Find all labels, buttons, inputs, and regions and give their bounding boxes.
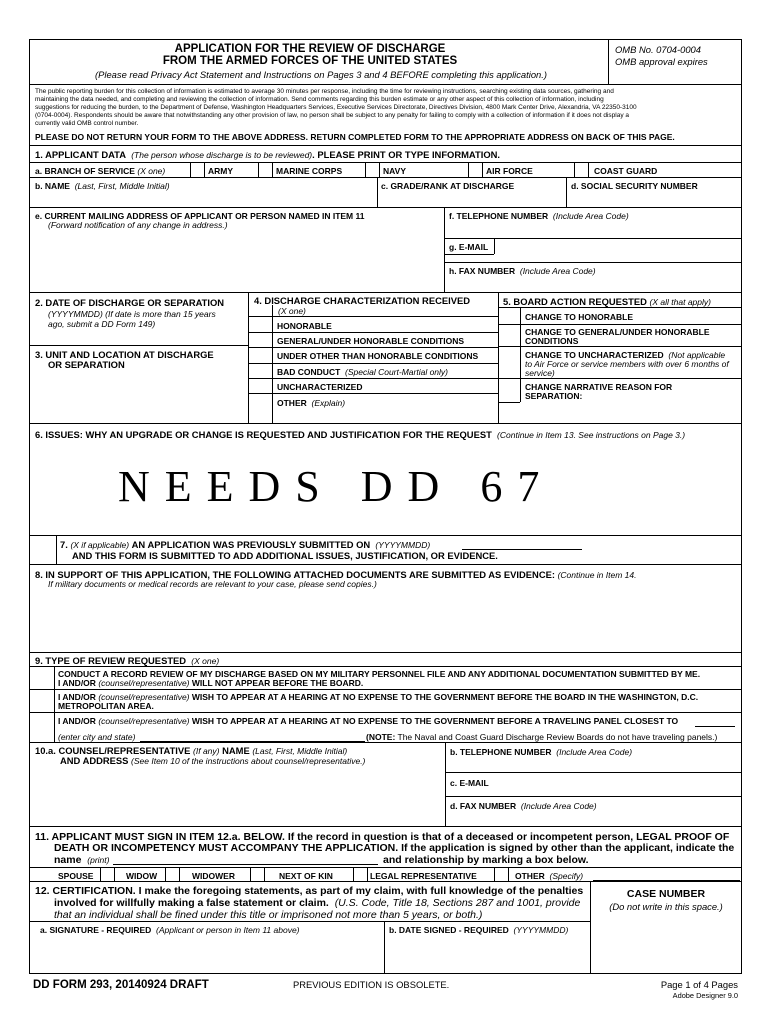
signature-label: a. SIGNATURE - REQUIRED (Applicant or person in Item 11 above) bbox=[40, 925, 300, 935]
burden-line1: The public reporting burden for this collection of information is estimated to average 30 minutes per response, including the time for reviewing instructions, searching existing data sources, gathering and bbox=[35, 88, 614, 95]
char-other[interactable]: OTHER (Explain) bbox=[277, 398, 346, 408]
char-other-than-honorable[interactable]: UNDER OTHER THAN HONORABLE CONDITIONS bbox=[277, 351, 479, 361]
ssn-label: d. SOCIAL SECURITY NUMBER bbox=[571, 181, 698, 191]
review-dc-hearing-line2: METROPOLITAN AREA. bbox=[58, 701, 154, 711]
relation-widow[interactable]: WIDOW bbox=[126, 871, 158, 881]
grade-label: c. GRADE/RANK AT DISCHARGE bbox=[381, 181, 515, 191]
action-change-honorable[interactable]: CHANGE TO HONORABLE bbox=[525, 312, 633, 322]
action-narrative-2: SEPARATION: bbox=[525, 391, 583, 401]
section10-address: AND ADDRESS (See Item 10 of the instructions about counsel/representative.) bbox=[60, 755, 366, 766]
issues-text[interactable]: N E E D S D D 6 7 bbox=[118, 462, 542, 511]
burden-line5: currently valid OMB control number. bbox=[35, 120, 139, 127]
fax-label: h. FAX NUMBER (Include Area Code) bbox=[449, 266, 596, 276]
char-honorable[interactable]: HONORABLE bbox=[277, 321, 332, 331]
char-bad-conduct[interactable]: BAD CONDUCT (Special Court-Martial only) bbox=[277, 367, 448, 377]
omb-expires: OMB approval expires bbox=[615, 56, 708, 67]
relation-other[interactable]: OTHER (Specify) bbox=[515, 871, 584, 881]
section12-line1: 12. CERTIFICATION. I make the foregoing statements, as part of my claim, with full knowledge of the penalties bbox=[35, 885, 584, 897]
address-label: e. CURRENT MAILING ADDRESS OF APPLICANT OR PERSON NAMED IN ITEM 11 bbox=[35, 211, 365, 221]
branch-label: a. BRANCH OF SERVICE (X one) bbox=[35, 166, 166, 176]
obsolete-note: PREVIOUS EDITION IS OBSOLETE. bbox=[293, 979, 450, 990]
case-number-note: (Do not write in this space.) bbox=[609, 901, 723, 912]
section11-relation: and relationship by marking a box below. bbox=[383, 854, 589, 866]
action-change-general-2: CONDITIONS bbox=[525, 336, 579, 346]
action-change-general-1[interactable]: CHANGE TO GENERAL/UNDER HONORABLE bbox=[525, 327, 710, 337]
relation-widower[interactable]: WIDOWER bbox=[192, 871, 235, 881]
section8-note: If military documents or medical records are relevant to your case, please send copies.) bbox=[48, 579, 377, 589]
omb-number: OMB No. 0704-0004 bbox=[615, 44, 701, 55]
action-uncharacterized-note3: service) bbox=[525, 368, 555, 378]
relation-spouse[interactable]: SPOUSE bbox=[58, 871, 94, 881]
case-number-title: CASE NUMBER bbox=[626, 888, 706, 900]
section12-line3: that an individual shall be fined under this title or imprisoned not more than 5 years, or both.) bbox=[54, 909, 483, 921]
branch-navy[interactable]: NAVY bbox=[383, 166, 406, 176]
section7-line1: 7. (X if applicable) AN APPLICATION WAS PREVIOUSLY SUBMITTED ON (YYYYMMDD) bbox=[60, 539, 431, 550]
action-change-uncharacterized[interactable]: CHANGE TO UNCHARACTERIZED (Not applicable bbox=[525, 350, 726, 360]
address-field[interactable] bbox=[30, 231, 443, 291]
review-record-line2: I AND/OR (counsel/representative) WILL NOT APPEAR BEFORE THE BOARD. bbox=[58, 678, 364, 688]
section1-title: 1. APPLICANT DATA (The person whose discharge is to be reviewed). PLEASE PRINT OR TYPE INFORMATION. bbox=[35, 149, 500, 160]
signer-name-field[interactable] bbox=[113, 864, 378, 865]
address-note: (Forward notification of any change in address.) bbox=[48, 220, 228, 230]
section8-title: 8. IN SUPPORT OF THIS APPLICATION, THE FOLLOWING ATTACHED DOCUMENTS ARE SUBMITTED AS EVIDENCE: (Continue in Item 14. bbox=[35, 569, 637, 580]
section11-line1: 11. APPLICANT MUST SIGN IN ITEM 12.a. BELOW. If the record in question is that of a deceased or incompetent person, LEGAL PROOF OF bbox=[35, 831, 730, 843]
branch-army[interactable]: ARMY bbox=[208, 166, 234, 176]
section9-title: 9. TYPE OF REVIEW REQUESTED (X one) bbox=[35, 655, 220, 666]
relation-legal-rep[interactable]: LEGAL REPRESENTATIVE bbox=[370, 871, 477, 881]
date-signed-label: b. DATE SIGNED - REQUIRED (YYYYMMDD) bbox=[389, 925, 569, 935]
review-dc-hearing-line1[interactable]: I AND/OR (counsel/representative) WISH TO APPEAR AT A HEARING AT NO EXPENSE TO THE GOVERNMENT BEFORE THE BOARD IN THE WASHINGTON, D.C. bbox=[58, 692, 699, 702]
date-signed-field[interactable] bbox=[385, 937, 589, 973]
section3-title1: 3. UNIT AND LOCATION AT DISCHARGE bbox=[35, 349, 214, 360]
action-uncharacterized-note2: to Air Force or service members with over 6 months of bbox=[525, 359, 729, 369]
designer-version: Adobe Designer 9.0 bbox=[672, 991, 738, 1000]
action-narrative-1[interactable]: CHANGE NARRATIVE REASON FOR bbox=[525, 382, 673, 392]
form-title-line1: APPLICATION FOR THE REVIEW OF DISCHARGE bbox=[174, 43, 446, 55]
section4-title: 4. DISCHARGE CHARACTERIZATION RECEIVED bbox=[254, 295, 470, 306]
signature-field[interactable] bbox=[30, 937, 383, 973]
section2-note1: (YYYYMMDD) (If date is more than 15 years bbox=[48, 309, 216, 319]
name-field[interactable] bbox=[30, 190, 376, 207]
section10-title: 10.a. COUNSEL/REPRESENTATIVE (If any) NAME (Last, First, Middle Initial) bbox=[35, 745, 348, 756]
burden-line2: maintaining the data needed, and completing and reviewing the collection of information. Send comments regarding this burden estimate or any other aspect of this collection of information, including bbox=[35, 96, 604, 103]
char-uncharacterized[interactable]: UNCHARACTERIZED bbox=[277, 382, 363, 392]
burden-line4: (0704-0004). Respondents should be aware that notwithstanding any other provision of law, no person shall be subject to any penalty for failing to comply with a collection of information if it does not display a bbox=[35, 112, 630, 119]
section3-title2: OR SEPARATION bbox=[48, 359, 125, 370]
counsel-fax-label: d. FAX NUMBER (Include Area Code) bbox=[450, 801, 597, 811]
section12-line2: involved for willfully making a false statement or claim. (U.S. Code, Title 18, Sections 287 and 1001, provide bbox=[54, 897, 581, 909]
review-traveling-line2: (enter city and state) bbox=[58, 732, 136, 742]
name-label: b. NAME (Last, First, Middle Initial) bbox=[35, 181, 170, 191]
relation-next-of-kin[interactable]: NEXT OF KIN bbox=[279, 871, 333, 881]
section4-note: (X one) bbox=[278, 306, 306, 316]
section7-line2: AND THIS FORM IS SUBMITTED TO ADD ADDITIONAL ISSUES, JUSTIFICATION, OR EVIDENCE. bbox=[72, 550, 498, 561]
section2-title: 2. DATE OF DISCHARGE OR SEPARATION bbox=[35, 297, 225, 308]
section6-title: 6. ISSUES: WHY AN UPGRADE OR CHANGE IS REQUESTED AND JUSTIFICATION FOR THE REQUEST (Continue in Item 13. See instructions on Page 3.) bbox=[35, 429, 686, 440]
char-general[interactable]: GENERAL/UNDER HONORABLE CONDITIONS bbox=[277, 336, 465, 346]
review-record-line1[interactable]: CONDUCT A RECORD REVIEW OF MY DISCHARGE BASED ON MY MILITARY PERSONNEL FILE AND ANY ADDITIONAL DOCUMENTATION SUBMITTED BY ME. bbox=[58, 669, 701, 679]
form-title-line2: FROM THE ARMED FORCES OF THE UNITED STATES bbox=[162, 55, 458, 67]
counsel-email-label: c. E-MAIL bbox=[450, 778, 489, 788]
burden-line3: suggestions for reducing the burden, to the Department of Defense, Washington Headquarters Services, Executive Services Directorate, Directives Division, 4800 Mark Center Drive, Alexandria, VA 22350-3100 bbox=[35, 104, 637, 111]
page-number: Page 1 of 4 Pages bbox=[660, 979, 738, 990]
form-number: DD FORM 293, 20140924 DRAFT bbox=[33, 979, 209, 991]
form-subtitle: (Please read Privacy Act Statement and Instructions on Pages 3 and 4 BEFORE completing this application.) bbox=[95, 69, 547, 80]
return-warning: PLEASE DO NOT RETURN YOUR FORM TO THE ABOVE ADDRESS. RETURN COMPLETED FORM TO THE APPROPRIATE ADDRESS ON BACK OF THIS PAGE. bbox=[35, 132, 675, 142]
phone-label: f. TELEPHONE NUMBER (Include Area Code) bbox=[449, 211, 629, 221]
review-traveling-note: (NOTE: The Naval and Coast Guard Discharge Review Boards do not have traveling panels.) bbox=[366, 732, 718, 742]
review-traveling-line1[interactable]: I AND/OR (counsel/representative) WISH TO APPEAR AT A HEARING AT NO EXPENSE TO THE GOVERNMENT BEFORE A TRAVELING PANEL CLOSEST TO bbox=[58, 716, 679, 726]
section2-note2: ago, submit a DD Form 149) bbox=[48, 319, 156, 329]
email-label: g. E-MAIL bbox=[449, 242, 489, 252]
evidence-field[interactable] bbox=[30, 590, 741, 650]
section11-line2: DEATH OR INCOMPETENCY MUST ACCOMPANY THE APPLICATION. If the application is signed by other than the applicant, indicate the bbox=[54, 842, 735, 854]
branch-marine-corps[interactable]: MARINE CORPS bbox=[276, 166, 343, 176]
branch-air-force[interactable]: AIR FORCE bbox=[486, 166, 533, 176]
section5-title: 5. BOARD ACTION REQUESTED (X all that apply) bbox=[503, 296, 711, 307]
counsel-phone-label: b. TELEPHONE NUMBER (Include Area Code) bbox=[450, 747, 633, 757]
branch-coast-guard[interactable]: COAST GUARD bbox=[594, 166, 658, 176]
counsel-address-field[interactable] bbox=[30, 768, 444, 825]
section11-name-label: name (print) bbox=[54, 854, 110, 866]
